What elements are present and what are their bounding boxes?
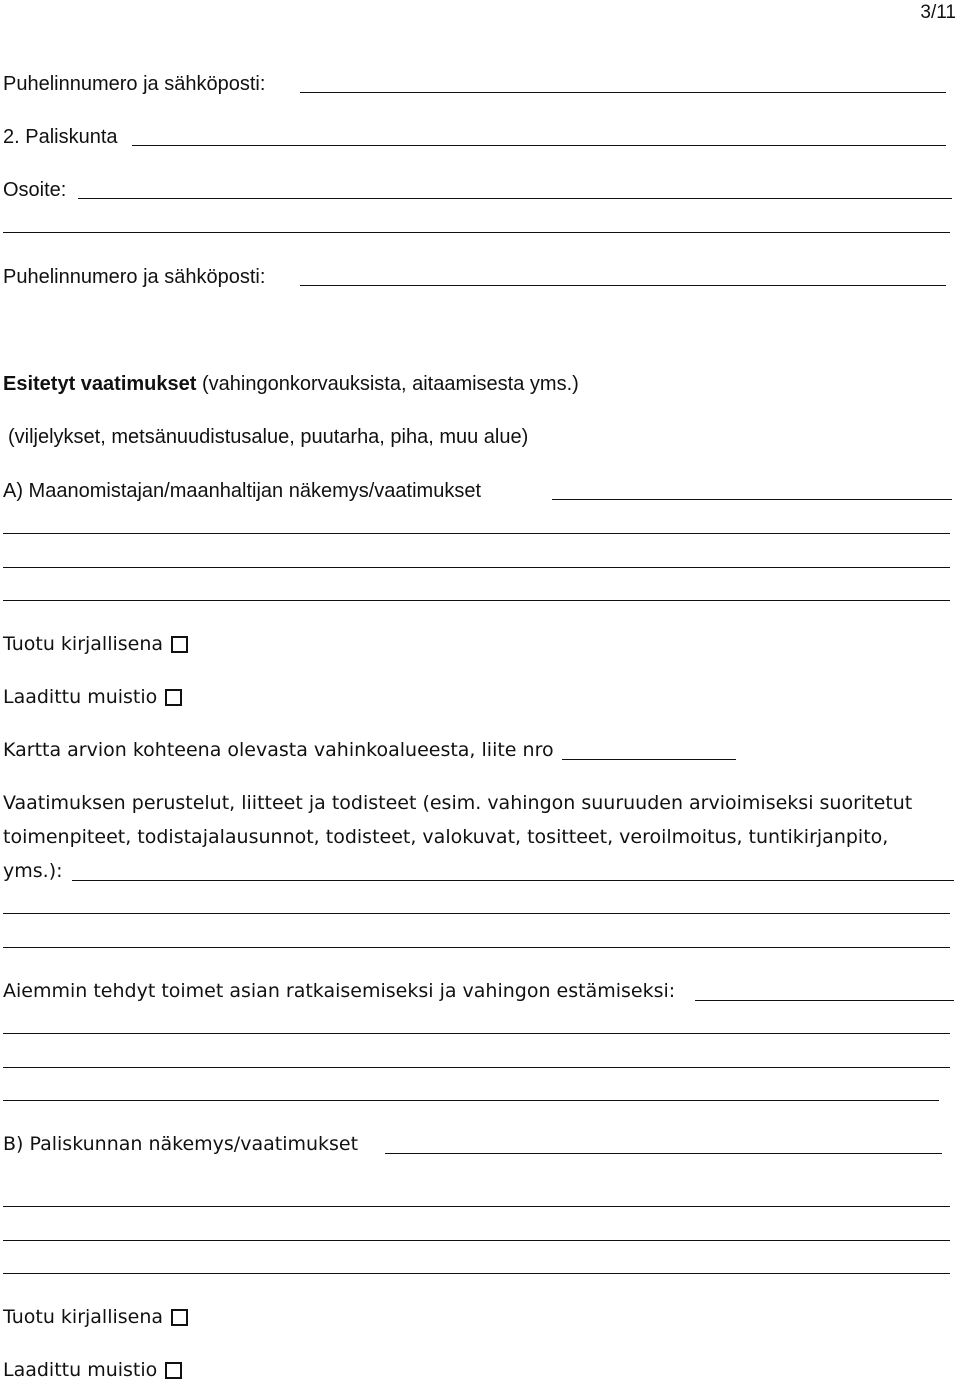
section-b-memo-label: Laadittu muistio xyxy=(3,1359,158,1381)
section-a-field[interactable] xyxy=(552,499,952,500)
address-label: Osoite: xyxy=(3,179,67,201)
section-a-memo-checkbox[interactable] xyxy=(165,689,182,706)
address-field[interactable] xyxy=(78,198,952,199)
section-b-memo-row xyxy=(3,1358,182,1382)
section-a-written-row xyxy=(3,632,188,656)
prior-actions-label: Aiemmin tehdyt toimet asian ratkaisemiseksi ja vahingon estämiseksi: xyxy=(3,980,676,1002)
prior-actions-field-line2[interactable] xyxy=(3,1033,950,1034)
justification-field[interactable] xyxy=(72,880,954,881)
section-a-memo-row xyxy=(3,685,182,709)
section-a-field-line4[interactable] xyxy=(3,600,950,601)
section-a-written-label: Tuotu kirjallisena xyxy=(3,633,164,655)
claims-title xyxy=(3,372,579,396)
phone-email-field-2[interactable] xyxy=(300,285,946,286)
section-a-label: A) Maanomistajan/maanhaltijan näkemys/vaatimukset xyxy=(3,480,481,502)
section-a-written-checkbox[interactable] xyxy=(171,636,188,653)
section-b-written-checkbox[interactable] xyxy=(171,1309,188,1326)
section-b-memo-checkbox[interactable] xyxy=(165,1362,182,1379)
justification-line-2: toimenpiteet, todistajalausunnot, todisteet, valokuvat, tositteet, veroilmoitus, tuntikirjanpito, xyxy=(3,826,889,848)
justification-field-line3[interactable] xyxy=(3,947,950,948)
section-b-field-line2[interactable] xyxy=(3,1206,950,1207)
section-a-field-line3[interactable] xyxy=(3,567,950,568)
section-b-field[interactable] xyxy=(385,1153,942,1154)
section-b-field-line4[interactable] xyxy=(3,1273,950,1274)
address-field-line2[interactable] xyxy=(3,232,950,233)
section-b-written-label: Tuotu kirjallisena xyxy=(3,1306,164,1328)
phone-email-label-2: Puhelinnumero ja sähköposti: xyxy=(3,266,266,288)
phone-email-field[interactable] xyxy=(300,92,946,93)
section-a-field-line2[interactable] xyxy=(3,533,950,534)
justification-field-line2[interactable] xyxy=(3,913,950,914)
prior-actions-field[interactable] xyxy=(695,1000,954,1001)
claims-title-bold: Esitetyt vaatimukset xyxy=(3,373,197,395)
section-b-field-line3[interactable] xyxy=(3,1240,950,1241)
section-a-memo-label: Laadittu muistio xyxy=(3,686,158,708)
section2-title: 2. Paliskunta xyxy=(3,126,118,148)
justification-line-1: Vaatimuksen perustelut, liitteet ja todisteet (esim. vahingon suuruuden arvioimiseksi suoritetut xyxy=(3,792,913,814)
prior-actions-field-line3[interactable] xyxy=(3,1067,950,1068)
prior-actions-field-line4[interactable] xyxy=(3,1100,939,1101)
paliskunta-field[interactable] xyxy=(132,145,946,146)
section-b-label: B) Paliskunnan näkemys/vaatimukset xyxy=(3,1133,359,1155)
justification-line-3: yms.): xyxy=(3,860,63,882)
section-b-written-row xyxy=(3,1305,188,1329)
claims-title-rest: (vahingonkorvauksista, aitaamisesta yms.) xyxy=(196,373,579,395)
phone-email-label: Puhelinnumero ja sähköposti: xyxy=(3,73,266,95)
claims-subtitle: (viljelykset, metsänuudistusalue, puutarha, piha, muu alue) xyxy=(8,426,529,448)
page-number: 3/11 xyxy=(920,2,956,23)
map-attachment-label: Kartta arvion kohteena olevasta vahinkoalueesta, liite nro xyxy=(3,739,554,761)
map-attachment-field[interactable] xyxy=(562,759,736,760)
